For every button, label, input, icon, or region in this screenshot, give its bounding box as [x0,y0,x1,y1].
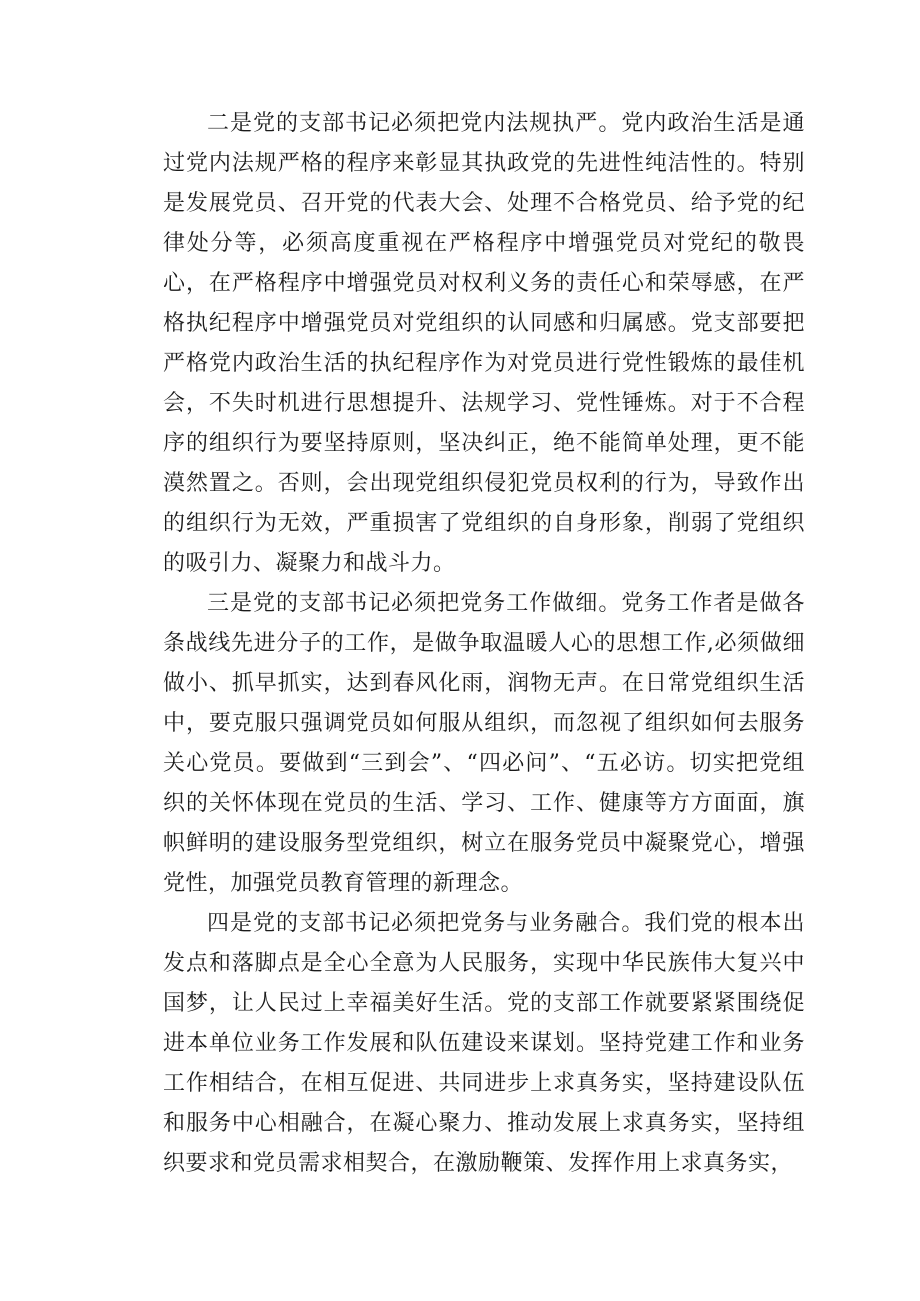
paragraph-2: 二是党的支部书记必须把党内法规执严。党内政治生活是通过党内法规严格的程序来彰显其执政党的先进性纯洁性的。特别是发展党员、召开党的代表大会、处理不合格党员、给予党的纪律处分等，必须高度重视在严格程序中增强党员对党纪的敬畏心，在严格程序中增强党员对权利义务的责任心和荣辱感，在严格执纪程序中增强党员对党组织的认同感和归属感。党支部要把严格党内政治生活的执纪程序作为对党员进行党性锻炼的最佳机会，不失时机进行思想提升、法规学习、党性锤炼。对于不合程序的组织行为要坚持原则，坚决纠正，绝不能简单处理，更不能漠然置之。否则，会出现党组织侵犯党员权利的行为，导致作出的组织行为无效，严重损害了党组织的自身形象，削弱了党组织的吸引力、凝聚力和战斗力。 [163,111,805,576]
document-body [163,104,805,1184]
paragraph-4: 四是党的支部书记必须把党务与业务融合。我们党的根本出发点和落脚点是全心全意为人民服务，实现中华民族伟大复兴中国梦，让人民过上幸福美好生活。党的支部工作就要紧紧围绕促进本单位业务工作发展和队伍建设来谋划。坚持党建工作和业务工作相结合，在相互促进、共同进步上求真务实，坚持建设队伍和服务中心相融合，在凝心聚力、推动发展上求真务实，坚持组织要求和党员需求相契合，在激励鞭策、发挥作用上求真务实， [163,911,805,1176]
paragraph-3: 三是党的支部书记必须把党务工作做细。党务工作者是做各条战线先进分子的工作，是做争取温暖人心的思想工作,必须做细做小、抓早抓实，达到春风化雨，润物无声。在日常党组织生活中，要克服只强调党员如何服从组织，而忽视了组织如何去服务关心党员。要做到“三到会”、“四必问”、“五必访。切实把党组织的关怀体现在党员的生活、学习、工作、健康等方方面面，旗帜鲜明的建设服务型党组织，树立在服务党员中凝聚党心，增强党性，加强党员教育管理的新理念。 [163,591,805,896]
